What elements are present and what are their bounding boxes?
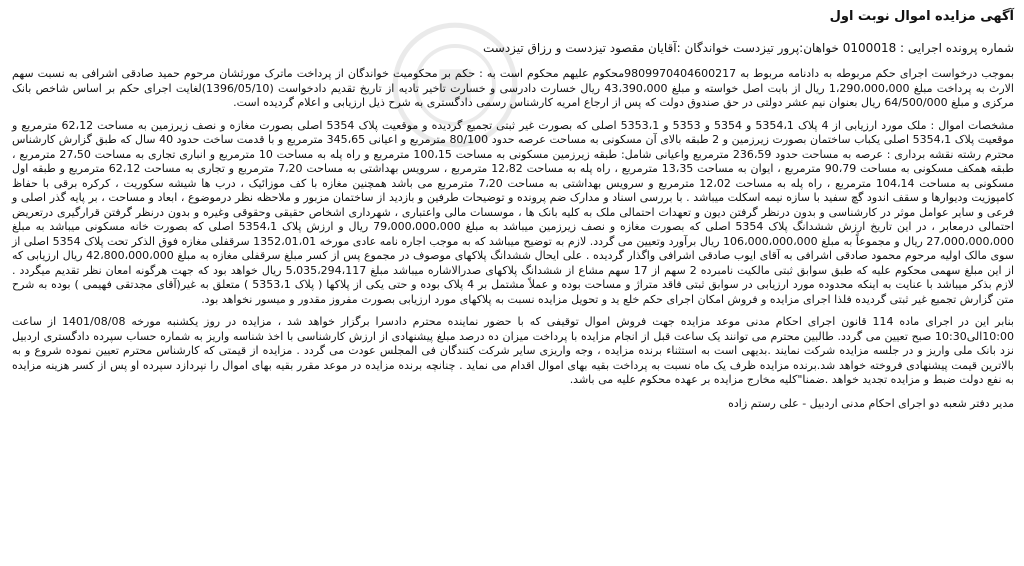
office-manager-signature: مدیر دفتر شعبه دو اجرای احکام مدنی اردبیل - علی رستم زاده [728,396,1014,410]
notice-title: آگهی مزایده اموال نوبت اول [829,9,1014,24]
property-specifications-paragraph: مشخصات اموال : ملک مورد ارزیابی از 4 پلاک 5354،1 و 5354 و 5353 و 5353،1 اصلی که بصورت غیر ثبتی تجمیع گردیده و موقعیت پلاک 5354 اصلی بصورت مغازه و نصف زیرزمین به مساحت 62،12 مترمربع و موقعیت پلاک 5354،1 اصلی یکباب ساختمان بصورت زیرزمین و 2 طبقه بالای آن مسکونی به مساحت عرصه حدود 80/100 مترمربع و اعیانی 345،65 مترمربع و با قدمت ساخت حدود 40 سال که طبق گزارش کارشناس محترم رشته نقشه برداری : عرصه به مساحت حدود 236،59 مترمربع واعیانی شامل: طبقه زیرزمین مسکونی به مساحت 100،15 مترمربع و راه پله به مساحت 10 مترمربع و انباری تجاری به مساحت 27،50 مترمربع ، طبقه همکف مسکونی به مساحت 90،79 مترمربع ، ایوان به مساحت 13،35 مترمربع ، راه پله به مساحت 12،82 مترمربع ، سرویس بهداشتی به مساحت 7،20 مترمربع و تجاری به مساحت 62،12 مترمربع و طبقه اول مسکونی به مساحت 104،14 مترمربع ، راه پله به مساحت 12،02 مترمربع و سرویس بهداشتی به مساحت 7،20 مترمربع می باشد همچنین مغازه با کف موزائیک ، درب ها شیشه سکوریت ، کرکره برقی با حفاظ کامپوزیت ودیوارها و سقف اندود گچ سفید با سازه نیمه اسکلت میباشد . با بررسی اسناد و مدارک ضم پرونده و توضیحات طرفین و بازدید از ساختمان مزبور و ملاحظه نظر درموضوع ، ابعاد و مساحت ، بر پایه گذر اصلی و فرعی و سایر عوامل موثر در کارشناسی و بدون درنظر گرفتن دیون و تعهدات احتمالی ملک به کلیه بانک ها ، موسسات مالی واعتباری ، شهرداری اشخاص حقیقی وحقوقی وغیره و بدون درنظر گرفتن قرارگیری درتعریض احتمالی درمعابر ، در این تاریخ ارزش ششدانگ پلاک 5354 اصلی که بصورت مغازه و نصف زیرزمین میباشد به مبلغ 79،000،000،000 ریال و ارزش پلاک 5354،1 اصلی که بصورت خانه مسکونی میباشد به مبلغ 27،000،000،000 ریال و مجموعاً به مبلغ 106،000،000،000 ریال برآورد وتعیین می گردد. لازم به توضیح میباشد که به موجب اجاره نامه عادی مورخه 1352،01،01 سرقفلی مغازه فوق الذکر تحت پلاک 5354 اصلی از سوی مالک اولیه مرحوم محمود صادقی اشرافی به آقای ایوب صادقی اشرافی واگذار گردیده . علی ایحال ششدانگ پلاکهای موصوف در مجموع پس از کسر مبلغ سرقفلی مغازه به مبلغ 42،800،000،000 ریال ارزیابی که از این مبلغ سهمی محکوم علیه که طبق سوابق ثبتی مالکیت نامبرده 2 سهم از 17 سهم مشاع از ششدانگ پلاکهای صدرالاشاره میباشد مبلغ 5،035،294،117 ریال خواهد بود که جهت هرگونه امعان نظر تقدیم میگردد . لازم بذکر میباشد با عنایت به اینکه محدوده مورد ارزیابی در سوابق ثبتی فاقد متراژ و مساحت بوده و عملاً مشتمل بر 4 پلاک بوده و حتی یکی از پلاکها ( پلاک 5353،1 ) متعلق به غیر(آقای مجدتقی فهیمی ) بوده به شرح متن گزارش تجمیع غیر ثبتی گردیده فلذا اجرای مزایده و فروش امکان اجرای حکم خلع ید و تحویل مزایده نسبت به پلاکهای مورد ارزیابی بصورت مفروز مقدور و میسور نخواهد بود. [12,118,1015,306]
auction-terms-paragraph: بنابر این در اجرای ماده 114 قانون اجرای احکام مدنی موعد مزایده جهت فروش اموال توقیفی که با حضور نماینده محترم دادسرا برگزار خواهد شد ، مزایده در روز یکشنبه مورخه 1401/08/08 از ساعت 10:00الی10:30 صبح تعیین می گردد. طالبین محترم می توانند یک ساعت قبل از انجام مزایده با پرداخت میزان ده درصد مبلغ پیشنهادی از ارزش کارشناسی با اخذ شناسه واریز به شماره حساب سپرده دادگستری اردبیل نزد بانک ملی واریز و در جلسه مزایده شرکت نمایند .بدیهی است به استثناء برنده مزایده ، وجه واریزی سایر شرکت کنندگان فی المجلس عودت می گردد . مزایده از قیمتی که کارشناس محترم تعیین نموده شروع و به بالاترین قیمت پیشنهادی فروخته خواهد شد.برنده مزایده ظرف یک ماه نسبت به پرداخت بقیه بهای اموال اقدام می نماید . چنانچه برنده مزایده در موعد مقرر بقیه بهای اموال را نپردازد سپرده او پس از کسر هزینه مزایده به نفع دولت ضبط و مزایده تجدید خواهد .ضمنا"کلیه مخارج مزایده بر عهده محکوم علیه می باشد. [12,315,1014,386]
execution-request-paragraph: بموجب درخواست اجرای حکم مربوطه به دادنامه مربوط به 9809970404600217محکوم علیهم محکوم است به : حکم بر محکومیت خواندگان از پرداخت ماترک مورثشان مرحوم حمید صادقی اشرافی به نسبت سهم الارث به پرداخت مبلغ 1،290،000،000 ریال از بابت اصل خواسته و مبلغ 43،390،000 ریال خسارت دادرسی و خسارت تاخیر تادیه از تاریخ تقدیم دادخواست (1396/05/10)لغایت اجرای حکم بر اساس شاخص بانک مرکزی و مبلغ 64/500/000 ریال بعنوان نیم عشر دولتی در حق صندوق دولت که پس از ارجاع امریه کارشناس رسمی دادگستری به شرح ذیل ارزیابی و اعلام گردیده است. [12,67,1014,109]
case-parties-line: شماره پرونده اجرایی : 0100018 خواهان:پرور تیزدست خواندگان :آقایان مقصود تیزدست و رزاق تیزدست [482,41,1014,55]
